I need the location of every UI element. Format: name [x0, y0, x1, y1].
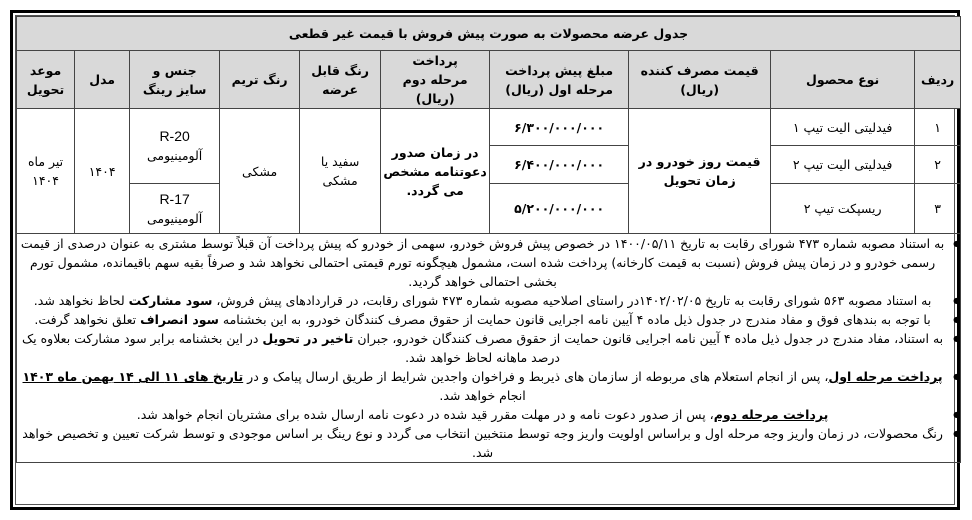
header-trim-color: رنگ تریم: [220, 51, 300, 109]
notes-row: [17, 234, 961, 463]
note-item: ● به استناد، مفاد مندرج در جدول ذیل ماده ۴ آیین نامه اجرایی قانون حمایت از حقوق مصرف کنندگان خودرو، جبران تاخیر در تحویل در این بخشنامه برابر سود مشارکت بعلاوه یک درصد ماهانه لحاظ خواهد شد.: [17, 329, 960, 367]
header-row-no: ردیف: [915, 51, 961, 109]
note-item: ● پرداخت مرحله دوم، پس از صدور دعوت نامه و در مهلت مقرر قید شده در دعوت نامه ارسال شده برای مشتریان انجام خواهد شد.: [17, 405, 960, 424]
rim-option-r17: R-17 آلومینیومی: [130, 184, 220, 234]
delivery-date: تیر ماه ۱۴۰۴: [17, 109, 75, 234]
header-consumer-price: قیمت مصرف کننده (ریال): [629, 51, 771, 109]
note-item: ● رنگ محصولات، در زمان واریز وجه مرحله اول و براساس اولویت واریز وجه توسط منتخبین انتخاب می گردد و نوع رینگ بر اساس موجودی و توسط شرکت تعیین و تخصیص خواهد شد.: [17, 424, 960, 462]
product-type: فیدلیتی الیت تیپ ۲: [771, 146, 915, 184]
header-model: مدل: [75, 51, 130, 109]
header-second-payment: پرداخت مرحله دوم (ریال): [381, 51, 490, 109]
header-product-type: نوع محصول: [771, 51, 915, 109]
presale-table: [16, 16, 961, 463]
column-headers: [17, 51, 961, 109]
notes-list: [17, 234, 960, 462]
product-type: فیدلیتی الیت تیپ ۱: [771, 109, 915, 146]
note-item: ● با توجه به بندهای فوق و مفاد مندرج در جدول ذیل ماده ۴ آیین نامه اجرایی قانون حمایت از حقوق مصرف کنندگان خودرو، به این بخشنامه سود انصراف تعلق نخواهد گرفت.: [17, 310, 960, 329]
row-number: ۲: [915, 146, 961, 184]
model-year: ۱۴۰۴: [75, 109, 130, 234]
notes-section: [17, 234, 961, 463]
available-color: سفید یا مشکی: [300, 109, 381, 234]
row-number: ۱: [915, 109, 961, 146]
table-row: [17, 109, 961, 146]
prepayment-amount: ۶/۳۰۰/۰۰۰/۰۰۰: [490, 109, 629, 146]
header-rim: جنس و سایز رینگ: [130, 51, 220, 109]
header-prepayment: مبلغ پیش پرداخت مرحله اول (ریال): [490, 51, 629, 109]
row-number: ۳: [915, 184, 961, 234]
product-type: ریسپکت تیپ ۲: [771, 184, 915, 234]
table-title: جدول عرضه محصولات به صورت پیش فروش با قیمت غیر قطعی: [17, 17, 961, 51]
header-delivery: موعد تحویل: [17, 51, 75, 109]
rim-option-r20: R-20 آلومینیومی: [130, 109, 220, 184]
document-inner-border: [15, 15, 955, 505]
document-frame: [10, 10, 960, 510]
second-payment: در زمان صدور دعوتنامه مشخص می گردد.: [381, 109, 490, 234]
trim-color: مشکی: [220, 109, 300, 234]
note-item: ● به استناد مصوبه ۵۶۳ شورای رقابت به تاریخ ۱۴۰۲/۰۲/۰۵در راستای اصلاحیه مصوبه شماره ۴۷۳ شورای رقابت، در قراردادهای پیش فروش، سود مشارکت لحاظ نخواهد شد.: [17, 291, 960, 310]
header-available-color: رنگ قابل عرضه: [300, 51, 381, 109]
note-item: ● پرداخت مرحله اول، پس از انجام استعلام های مربوطه از سازمان های ذیربط و فراخوان واجدین شرایط از طریق ارسال پیامک و در تاریخ های ۱۱ الی ۱۴ بهمن ماه ۱۴۰۳ انجام خواهد شد.: [17, 367, 960, 405]
consumer-price: قیمت روز خودرو در زمان تحویل: [629, 109, 771, 234]
note-item: ● به استناد مصوبه شماره ۴۷۳ شورای رقابت به تاریخ ۱۴۰۰/۰۵/۱۱ در خصوص پیش فروش خودرو، سهمی از خودرو که پیش پرداخت آن قبلاً توسط مشتری به عنوان درصدی از قیمت رسمی خودرو و در زمان پیش فروش (نسبت به قیمت کارخانه) پرداخت شده است، مشمول هیچگونه تورم قیمتی احتمالی نخواهد شد و صرفاً بقیه سهم باقیمانده، مشمول تورم بخشی احتمالی خواهد گردید.: [17, 234, 960, 291]
prepayment-amount: ۶/۴۰۰/۰۰۰/۰۰۰: [490, 146, 629, 184]
prepayment-amount: ۵/۲۰۰/۰۰۰/۰۰۰: [490, 184, 629, 234]
